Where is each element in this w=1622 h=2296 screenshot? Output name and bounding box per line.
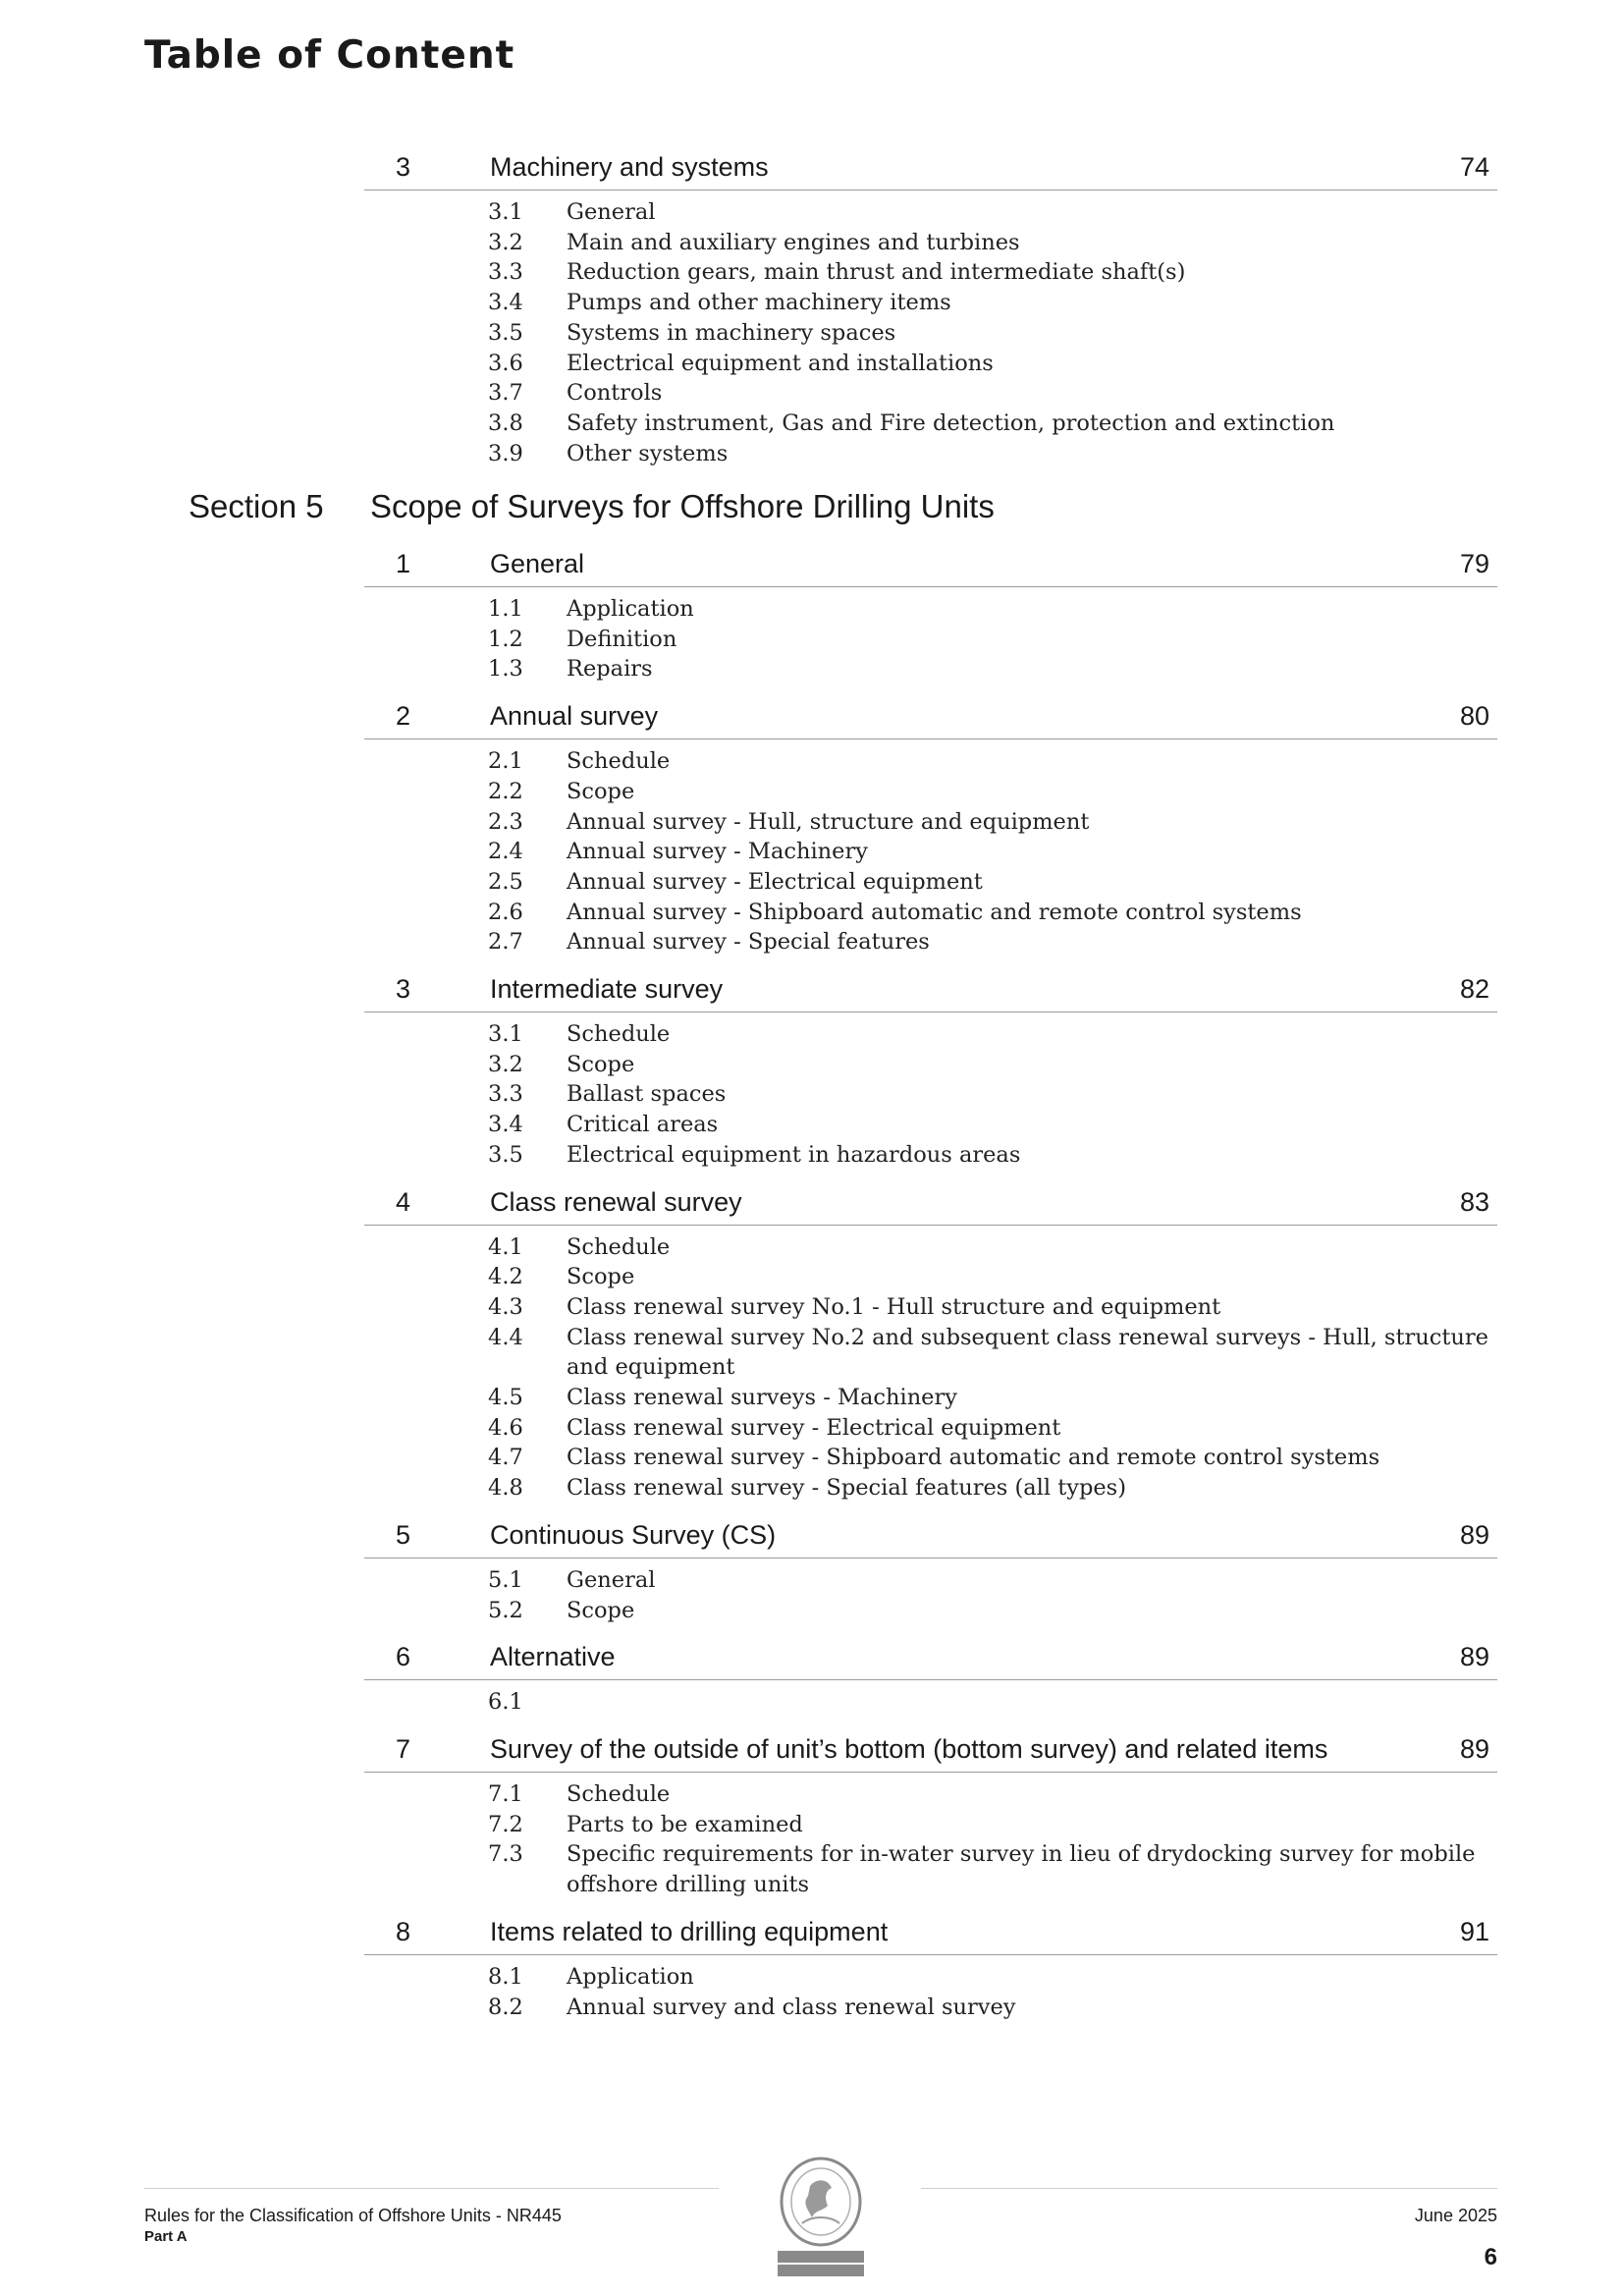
chapter-number: 5 <box>396 1519 411 1550</box>
subsection-number: 4.6 <box>488 1414 523 1441</box>
subsection-title: Class renewal surveys - Machinery <box>567 1385 957 1411</box>
chapter-page-number: 89 <box>1459 1733 1489 1764</box>
subsection-title: Critical areas <box>567 1112 719 1138</box>
subsection-title: Class renewal survey - Electrical equipment <box>567 1414 1061 1441</box>
chapter-page-number: 91 <box>1459 1916 1489 1946</box>
toc-subitem[interactable] <box>488 409 1499 439</box>
section-5-block <box>0 487 1622 2032</box>
subsection-title: Definition <box>567 626 677 652</box>
subsection-title: Controls <box>567 380 663 407</box>
subsection-title: Annual survey - Shipboard automatic and remote control systems <box>567 899 1302 925</box>
chapter-number: 3 <box>396 974 411 1005</box>
toc-subitem[interactable] <box>488 378 1499 409</box>
chapter-number: 3 <box>396 152 411 182</box>
chapter-heading[interactable] <box>364 1635 1497 1680</box>
subsection-number: 2.2 <box>488 778 523 804</box>
subsection-title: General <box>567 1566 656 1593</box>
subsection-title: Specific requirements for in-water survey in lieu of drydocking survey for mobile offshore drilling units <box>567 1841 1476 1898</box>
toc-subitem[interactable] <box>488 867 1499 898</box>
chapter-page-number: 79 <box>1459 549 1489 578</box>
chapter-title: Continuous Survey (CS) <box>490 1519 777 1550</box>
section-heading[interactable] <box>0 487 1622 542</box>
subsection-title: Annual survey and class renewal survey <box>567 1994 1016 2020</box>
toc-subitem[interactable] <box>488 1323 1499 1383</box>
toc-subitem[interactable] <box>488 1596 1499 1626</box>
subsection-title: Schedule <box>567 1233 671 1260</box>
subsection-title: Scope <box>567 1051 635 1077</box>
subsection-number: 3.3 <box>488 259 523 286</box>
chapter-number: 7 <box>396 1733 411 1764</box>
subsection-number: 2.4 <box>488 839 523 865</box>
subsection-number: 3.5 <box>488 319 523 346</box>
subsection-title: Reduction gears, main thrust and intermediate shaft(s) <box>567 259 1186 286</box>
toc-subitem[interactable] <box>488 1383 1499 1413</box>
toc-subitem[interactable] <box>488 625 1499 655</box>
toc-subitem[interactable] <box>488 1443 1499 1473</box>
subsection-list <box>0 1558 1622 1635</box>
subsection-title: Electrical equipment in hazardous areas <box>567 1141 1021 1168</box>
chapter-heading[interactable] <box>364 1727 1497 1773</box>
toc-subitem[interactable] <box>488 1687 1499 1718</box>
subsection-title: Schedule <box>567 748 671 775</box>
subsection-number: 3.7 <box>488 380 523 407</box>
toc-subitem[interactable] <box>488 1565 1499 1596</box>
subsection-number: 2.6 <box>488 899 523 925</box>
toc-subitem[interactable] <box>488 837 1499 867</box>
footer-date: June 2025 <box>1414 2206 1497 2225</box>
toc-subitem[interactable] <box>488 594 1499 625</box>
subsection-list <box>0 1773 1622 1910</box>
toc-subitem[interactable] <box>488 1050 1499 1080</box>
toc-subitem[interactable] <box>488 1810 1499 1840</box>
bureau-veritas-logo <box>773 2157 869 2278</box>
chapter-page-number: 89 <box>1459 1519 1489 1550</box>
subsection-title: Class renewal survey - Shipboard automatic and remote control systems <box>567 1445 1380 1471</box>
chapter-page-number: 82 <box>1459 974 1489 1005</box>
subsection-list <box>0 739 1622 967</box>
chapter-title: General <box>490 549 585 578</box>
subsection-title: Systems in machinery spaces <box>567 319 896 346</box>
toc-subitem[interactable] <box>488 1110 1499 1140</box>
toc-subitem[interactable] <box>488 1262 1499 1292</box>
toc-subitem[interactable] <box>488 257 1499 288</box>
subsection-number: 4.5 <box>488 1385 523 1411</box>
subsection-number: 3.2 <box>488 229 523 255</box>
chapter-heading[interactable] <box>364 1910 1497 1955</box>
subsection-number: 8.2 <box>488 1994 523 2020</box>
subsection-number: 4.8 <box>488 1475 523 1502</box>
subsection-title: Application <box>567 1963 694 1990</box>
subsection-number: 2.5 <box>488 868 523 895</box>
subsection-number: 2.1 <box>488 748 523 775</box>
toc-subitem[interactable] <box>488 807 1499 838</box>
subsection-number: 3.9 <box>488 440 523 466</box>
toc-subitem[interactable] <box>488 1779 1499 1810</box>
subsection-number: 4.7 <box>488 1445 523 1471</box>
toc-subitem[interactable] <box>488 439 1499 469</box>
toc-subitem[interactable] <box>488 1292 1499 1323</box>
subsection-title: General <box>567 199 656 225</box>
subsection-title: Class renewal survey - Special features (all types) <box>567 1475 1126 1502</box>
section-title: Scope of Surveys for Offshore Drilling Units <box>370 488 995 524</box>
toc-subitem[interactable] <box>488 288 1499 318</box>
subsection-number: 3.3 <box>488 1081 523 1108</box>
subsection-number: 3.1 <box>488 1021 523 1048</box>
subsection-list <box>0 1680 1622 1727</box>
chapter-number: 6 <box>396 1642 411 1672</box>
chapter-title: Items related to drilling equipment <box>490 1916 889 1946</box>
toc-subitem[interactable] <box>488 1473 1499 1503</box>
toc-subitem[interactable] <box>488 898 1499 928</box>
chapter-title: Class renewal survey <box>490 1186 742 1217</box>
toc-subitem[interactable] <box>488 1413 1499 1444</box>
subsection-title: Annual survey - Special features <box>567 929 930 956</box>
chapter-title: Survey of the outside of unit’s bottom (bottom survey) and related items <box>490 1733 1328 1764</box>
page-number: 6 <box>1484 2244 1497 2270</box>
subsection-number: 3.4 <box>488 1112 523 1138</box>
chapter-title: Alternative <box>490 1642 616 1672</box>
chapter-page-number: 80 <box>1459 701 1489 732</box>
subsection-title: Scope <box>567 778 635 804</box>
toc-subitem[interactable] <box>488 777 1499 807</box>
chapter-heading[interactable] <box>364 967 1497 1012</box>
subsection-title: Application <box>567 596 694 622</box>
chapter-number: 1 <box>396 549 411 578</box>
subsection-list <box>0 587 1622 694</box>
subsection-list <box>0 1955 1622 2032</box>
subsection-title: Scope <box>567 1597 635 1623</box>
chapter-page-number: 83 <box>1459 1186 1489 1217</box>
subsection-list <box>0 191 1622 478</box>
subsection-title: Pumps and other machinery items <box>567 290 951 316</box>
subsection-title: Electrical equipment and installations <box>567 350 994 376</box>
section-label: Section 5 <box>189 488 324 524</box>
subsection-number: 5.1 <box>488 1566 523 1593</box>
subsection-number: 1.3 <box>488 656 523 683</box>
footer-document-title: Rules for the Classification of Offshore Units - NR445 <box>144 2206 562 2225</box>
toc-subitem[interactable] <box>488 1019 1499 1050</box>
subsection-number: 5.2 <box>488 1597 523 1623</box>
subsection-number: 7.1 <box>488 1780 523 1807</box>
toc-subitem[interactable] <box>488 197 1499 228</box>
toc-subitem[interactable] <box>488 349 1499 379</box>
subsection-title: Schedule <box>567 1780 671 1807</box>
chapter-title: Machinery and systems <box>490 152 769 182</box>
toc-subitem[interactable] <box>488 1232 1499 1263</box>
footer-document-info <box>144 2206 562 2245</box>
subsection-number: 4.4 <box>488 1324 523 1350</box>
subsection-number: 3.1 <box>488 199 523 225</box>
subsection-title: Main and auxiliary engines and turbines <box>567 229 1020 255</box>
subsection-title <box>567 1687 1499 1718</box>
chapter-heading[interactable] <box>364 145 1497 191</box>
subsection-number: 8.1 <box>488 1963 523 1990</box>
subsection-number: 2.3 <box>488 808 523 835</box>
subsection-number: 7.3 <box>488 1841 523 1868</box>
chapter-block-machinery <box>0 145 1622 478</box>
subsection-number: 3.8 <box>488 410 523 436</box>
subsection-title: Repairs <box>567 656 653 683</box>
toc-subitem[interactable] <box>488 927 1499 957</box>
chapter-number: 4 <box>396 1186 411 1217</box>
toc-subitem[interactable] <box>488 228 1499 258</box>
subsection-title: Annual survey - Machinery <box>567 839 868 865</box>
toc-subitem[interactable] <box>488 318 1499 349</box>
subsection-title: Class renewal survey No.2 and subsequent class renewal surveys - Hull, structure and equipment <box>567 1324 1488 1381</box>
toc-subitem[interactable] <box>488 1962 1499 1993</box>
subsection-title: Annual survey - Hull, structure and equipment <box>567 808 1090 835</box>
subsection-number: 3.5 <box>488 1141 523 1168</box>
subsection-number: 4.3 <box>488 1293 523 1320</box>
subsection-title: Safety instrument, Gas and Fire detection, protection and extinction <box>567 410 1335 436</box>
subsection-number: 1.1 <box>488 596 523 622</box>
subsection-number: 4.2 <box>488 1264 523 1290</box>
toc-subitem[interactable] <box>488 1993 1499 2023</box>
subsection-title: Ballast spaces <box>567 1081 727 1108</box>
chapter-heading[interactable] <box>364 1180 1497 1226</box>
chapter-page-number: 89 <box>1459 1642 1489 1672</box>
chapter-heading[interactable] <box>364 542 1497 587</box>
page-title: Table of Content <box>144 33 515 78</box>
toc-subitem[interactable] <box>488 1140 1499 1171</box>
subsection-title: Annual survey - Electrical equipment <box>567 868 983 895</box>
subsection-number: 2.7 <box>488 929 523 956</box>
subsection-title: Scope <box>567 1264 635 1290</box>
toc-subitem[interactable] <box>488 1839 1499 1899</box>
footer-part: Part A <box>144 2228 188 2245</box>
chapter-title: Intermediate survey <box>490 974 724 1005</box>
subsection-number: 3.4 <box>488 290 523 316</box>
chapter-number: 2 <box>396 701 411 732</box>
toc-subitem[interactable] <box>488 1079 1499 1110</box>
toc-subitem[interactable] <box>488 654 1499 684</box>
subsection-title: Other systems <box>567 440 729 466</box>
subsection-title: Class renewal survey No.1 - Hull structure and equipment <box>567 1293 1221 1320</box>
chapter-heading[interactable] <box>364 694 1497 739</box>
footer-divider-right <box>921 2188 1497 2189</box>
chapter-heading[interactable] <box>364 1513 1497 1558</box>
footer-divider-left <box>144 2188 719 2189</box>
subsection-number: 4.1 <box>488 1233 523 1260</box>
chapter-title: Annual survey <box>490 701 659 732</box>
subsection-number: 7.2 <box>488 1811 523 1837</box>
subsection-title: Schedule <box>567 1021 671 1048</box>
toc-subitem[interactable] <box>488 746 1499 777</box>
subsection-list <box>0 1012 1622 1180</box>
subsection-number: 3.6 <box>488 350 523 376</box>
subsection-number: 3.2 <box>488 1051 523 1077</box>
chapter-page-number: 74 <box>1459 152 1489 182</box>
subsection-title: Parts to be examined <box>567 1811 803 1837</box>
chapter-number: 8 <box>396 1916 411 1946</box>
subsection-list <box>0 1226 1622 1513</box>
subsection-number: 1.2 <box>488 626 523 652</box>
subsection-number: 6.1 <box>488 1689 523 1716</box>
